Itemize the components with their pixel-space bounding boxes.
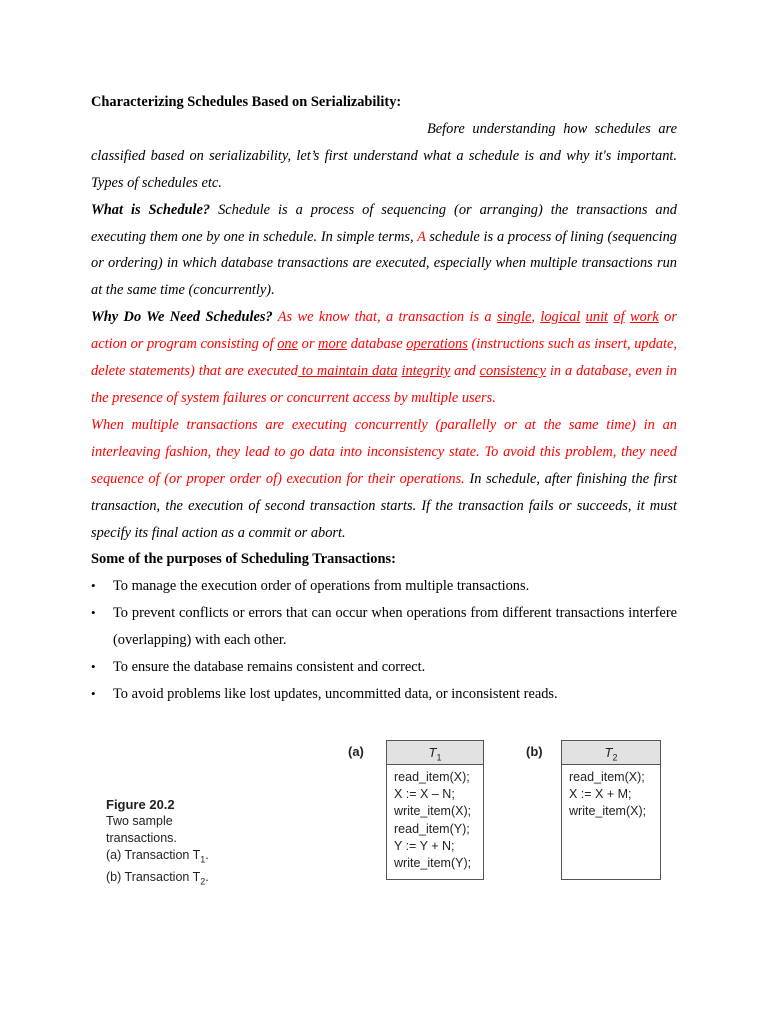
- why-u-consistency: consistency: [479, 363, 546, 380]
- concurrency-black-text: In schedule, after finishing the first transaction, the execution of second transaction starts. If the transaction fails or succeeds, it must specify its final action as a commit or abort.: [91, 470, 677, 541]
- bullet-icon: •: [91, 578, 96, 594]
- bullet-icon: •: [91, 659, 96, 675]
- why-u-single: single: [496, 309, 532, 326]
- what-is-red-a: A: [417, 228, 426, 245]
- why-u-of: of: [613, 309, 625, 326]
- label-b: (b): [526, 744, 543, 759]
- list-item: • To ensure the database remains consistent and correct.: [91, 654, 677, 681]
- why-u-one: one: [277, 336, 299, 353]
- t1-op: Y := Y + N;: [394, 838, 455, 853]
- purposes-heading: Some of the purposes of Scheduling Transactions:: [91, 551, 396, 568]
- t1-op: write_item(Y);: [394, 856, 472, 871]
- list-item: • To prevent conflicts or errors that can occur when operations from different transactions interfere (overlapping) with each other.: [91, 600, 677, 654]
- purposes-list: [91, 573, 677, 708]
- what-is-label: What is Schedule?: [91, 201, 211, 218]
- caption-line: Two sample: [106, 814, 173, 828]
- label-a: (a): [348, 744, 364, 759]
- why-u-logical: logical: [540, 309, 581, 326]
- caption-a: (a) Transaction $T_1$.: [106, 848, 209, 865]
- why-u-work: work: [630, 309, 659, 326]
- why-schedules-paragraph: [91, 304, 677, 412]
- document-body: [91, 89, 677, 708]
- caption-line: transactions.: [106, 831, 177, 845]
- why-t7: or: [298, 336, 319, 353]
- why-t8: database: [347, 336, 407, 353]
- t2-header: $T_2$: [562, 741, 660, 765]
- intro-paragraph: [91, 116, 677, 197]
- what-is-text1: Schedule is a process of sequencing (or arranging) the transactions and executing them one by one in schedule. In simple terms,: [91, 201, 677, 245]
- why-u-integrity: integrity: [401, 363, 451, 380]
- why-u-operations: operations: [406, 336, 468, 353]
- list-item: • To avoid problems like lost updates, uncommitted data, or inconsistent reads.: [91, 681, 677, 708]
- what-is-schedule-paragraph: [91, 197, 677, 305]
- why-t9: (instructions such as insert, update, delete statements) that are executed: [91, 336, 677, 380]
- caption-b: (b) Transaction $T_2$.: [106, 869, 209, 886]
- t1-header: $T_1$: [387, 741, 483, 765]
- transaction-t1-box: [386, 740, 484, 880]
- figure-title: Figure 20.2: [106, 797, 175, 812]
- t1-op: X := X – N;: [394, 787, 455, 802]
- why-t6: or action or program consisting of: [91, 309, 677, 353]
- t1-op: read_item(X);: [394, 770, 470, 784]
- t1-op: read_item(Y);: [394, 821, 470, 836]
- intro-line1: Before understanding how schedules are: [427, 120, 677, 137]
- why-t1: As we know that, a transaction is a: [272, 309, 497, 326]
- why-u-more: more: [318, 336, 348, 353]
- concurrency-paragraph: [91, 412, 677, 547]
- t1-operations: [387, 765, 483, 872]
- concurrency-red-text: When multiple transactions are executing concurrently (parallelly or at the same time) in an interleaving fashion, they lead to go data into inconsistency state. To avoid this problem, they need sequence of (or proper order of) execution for their operations.: [91, 416, 677, 487]
- why-u-unit: unit: [585, 309, 609, 326]
- bullet-icon: •: [91, 605, 96, 621]
- why-t2: ,: [531, 309, 541, 326]
- figure-caption: [106, 796, 209, 890]
- t2-op: write_item(X);: [569, 804, 647, 819]
- intro-rest: classified based on serializability, let’s first understand what a schedule is and why it's important. Types of schedules etc.: [91, 147, 677, 191]
- figure-20-2: [106, 738, 666, 888]
- why-t12: in a database, even in the presence of system failures or concurrent access by multiple users.: [91, 363, 677, 406]
- why-u-maintain: to maintain data: [297, 363, 398, 380]
- bullet-icon: •: [91, 685, 96, 701]
- t2-op: X := X + M;: [569, 787, 632, 802]
- why-label: Why Do We Need Schedules?: [91, 309, 273, 326]
- section-heading: Characterizing Schedules Based on Serializability:: [91, 94, 402, 110]
- t2-op: read_item(X);: [569, 770, 645, 784]
- t1-op: write_item(X);: [394, 804, 472, 819]
- what-is-text2: schedule is a process of lining (sequencing or ordering) in which database transactions are executed, especially when multiple transactions run at the same time (concurrently).: [91, 228, 678, 299]
- transaction-t2-box: [561, 740, 661, 880]
- why-t11: and: [450, 363, 480, 380]
- list-item: • To manage the execution order of operations from multiple transactions.: [91, 573, 677, 600]
- t2-operations: [562, 765, 660, 821]
